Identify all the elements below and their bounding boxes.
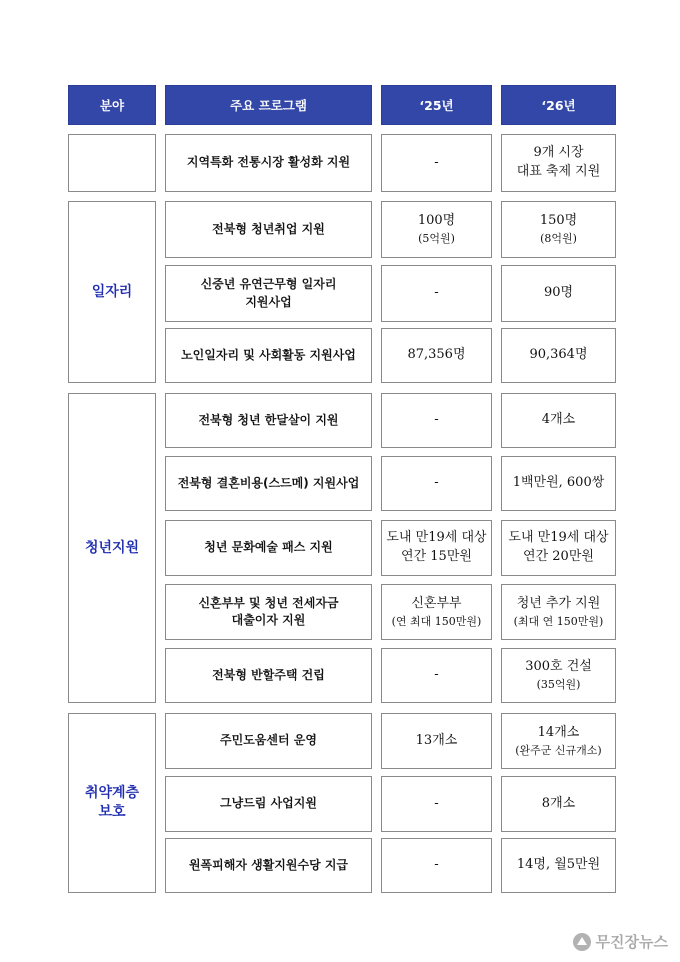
cell-line: 지역특화 전통시장 활성화 지원 xyxy=(186,155,351,170)
mountain-logo-icon xyxy=(573,933,591,951)
cell-line: 100명 xyxy=(417,213,456,229)
cell-line: 14개소 xyxy=(537,724,580,740)
header-y26 xyxy=(501,85,616,125)
program-cell xyxy=(165,201,372,258)
category-cell xyxy=(68,393,156,703)
cell-line: 원폭피해자 생활지원수당 지급 xyxy=(188,857,349,872)
cell-line: (5억원) xyxy=(418,232,455,246)
value-2026-cell xyxy=(501,456,616,511)
cell-line: - xyxy=(434,285,439,301)
cell-line: 300호 건설 xyxy=(525,659,592,675)
cell-line: 전북형 청년취업 지원 xyxy=(212,221,325,236)
cell-line: - xyxy=(434,475,439,491)
program-cell xyxy=(165,776,372,832)
cell-line: 8개소 xyxy=(541,795,576,811)
cell-line: 14명, 월5만원 xyxy=(516,857,601,873)
value-2026-cell xyxy=(501,713,616,769)
program-cell xyxy=(165,838,372,893)
program-cell xyxy=(165,328,372,383)
value-2025-cell xyxy=(381,776,492,832)
cell-line: 전북형 청년 한달살이 지원 xyxy=(198,412,339,427)
program-cell xyxy=(165,393,372,448)
value-2026-cell xyxy=(501,393,616,448)
cell-line: 일자리 xyxy=(91,283,133,300)
value-2025-cell xyxy=(381,648,492,703)
program-cell xyxy=(165,134,372,192)
cell-line: 노인일자리 및 사회활동 지원사업 xyxy=(181,347,356,362)
cell-line: 도내 만19세 대상 xyxy=(508,530,609,546)
program-cell xyxy=(165,584,372,640)
value-2025-cell xyxy=(381,393,492,448)
cell-line: 대표 축제 지원 xyxy=(516,164,601,179)
value-2026-cell xyxy=(501,838,616,893)
cell-line: (완주군 신규개소) xyxy=(515,743,602,757)
cell-line: 신중년 유연근무형 일자리 xyxy=(200,277,337,292)
cell-line: 보호 xyxy=(98,804,126,820)
category-cell xyxy=(68,134,156,192)
value-2026-cell xyxy=(501,520,616,576)
cell-line: 대출이자 지원 xyxy=(231,613,306,627)
header-label: 분야 xyxy=(99,98,125,113)
header-label: ‘26년 xyxy=(541,98,576,113)
cell-line: 4개소 xyxy=(541,412,576,428)
cell-line: 13개소 xyxy=(415,732,458,748)
program-cell xyxy=(165,456,372,511)
cell-line: 9개 시장 xyxy=(533,145,584,161)
cell-line: 150명 xyxy=(539,213,578,229)
program-cell xyxy=(165,648,372,703)
value-2026-cell xyxy=(501,328,616,383)
header-program xyxy=(165,85,372,125)
cell-line: - xyxy=(434,857,439,873)
cell-line: 87,356명 xyxy=(407,347,466,363)
cell-line: - xyxy=(434,154,439,170)
value-2025-cell xyxy=(381,520,492,576)
cell-line: 90명 xyxy=(543,285,574,301)
header-field xyxy=(68,85,156,125)
program-cell xyxy=(165,265,372,322)
program-cell xyxy=(165,520,372,576)
header-label: 주요 프로그램 xyxy=(230,98,307,113)
value-2026-cell xyxy=(501,134,616,192)
cell-line: 그냥드림 사업지원 xyxy=(220,796,317,811)
category-cell xyxy=(68,201,156,383)
cell-line: 청년 추가 지원 xyxy=(516,595,601,611)
cell-line: (연 최대 150만원) xyxy=(391,614,482,628)
value-2025-cell xyxy=(381,134,492,192)
cell-line: - xyxy=(434,412,439,428)
cell-line: 도내 만19세 대상 xyxy=(386,530,487,546)
cell-line: (35억원) xyxy=(536,678,581,692)
value-2026-cell xyxy=(501,265,616,322)
value-2025-cell xyxy=(381,713,492,769)
cell-line: 전북형 결혼비용(스드메) 지원사업 xyxy=(177,475,360,490)
category-cell xyxy=(68,713,156,893)
cell-line: (8억원) xyxy=(540,232,577,246)
cell-line: 신혼부부 xyxy=(411,595,462,611)
cell-line: 청년지원 xyxy=(84,539,140,556)
cell-line: - xyxy=(434,795,439,811)
value-2026-cell xyxy=(501,776,616,832)
cell-line: 청년 문화예술 패스 지원 xyxy=(204,540,333,555)
value-2026-cell xyxy=(501,201,616,258)
value-2025-cell xyxy=(381,456,492,511)
watermark-text: 무진장뉴스 xyxy=(595,933,668,951)
header-y25 xyxy=(381,85,492,125)
cell-line: - xyxy=(434,667,439,683)
value-2025-cell xyxy=(381,328,492,383)
watermark xyxy=(573,931,668,952)
cell-line: 주민도움센터 운영 xyxy=(220,733,317,748)
cell-line: 90,364명 xyxy=(529,347,588,363)
program-cell xyxy=(165,713,372,769)
value-2025-cell xyxy=(381,201,492,258)
value-2025-cell xyxy=(381,838,492,893)
cell-line: 연간 20만원 xyxy=(523,549,594,564)
cell-line: 지원사업 xyxy=(245,294,292,309)
cell-line: 신혼부부 및 청년 전세자금 xyxy=(198,595,339,610)
value-2025-cell xyxy=(381,584,492,640)
value-2025-cell xyxy=(381,265,492,322)
value-2026-cell xyxy=(501,648,616,703)
cell-line: (최대 연 150만원) xyxy=(513,614,604,628)
header-label: ‘25년 xyxy=(419,98,454,113)
cell-line: 전북형 반할주택 건립 xyxy=(212,667,325,682)
cell-line: 연간 15만원 xyxy=(401,549,472,564)
cell-line: 1백만원, 600쌍 xyxy=(512,475,605,491)
value-2026-cell xyxy=(501,584,616,640)
cell-line: 취약계층 xyxy=(84,785,140,802)
